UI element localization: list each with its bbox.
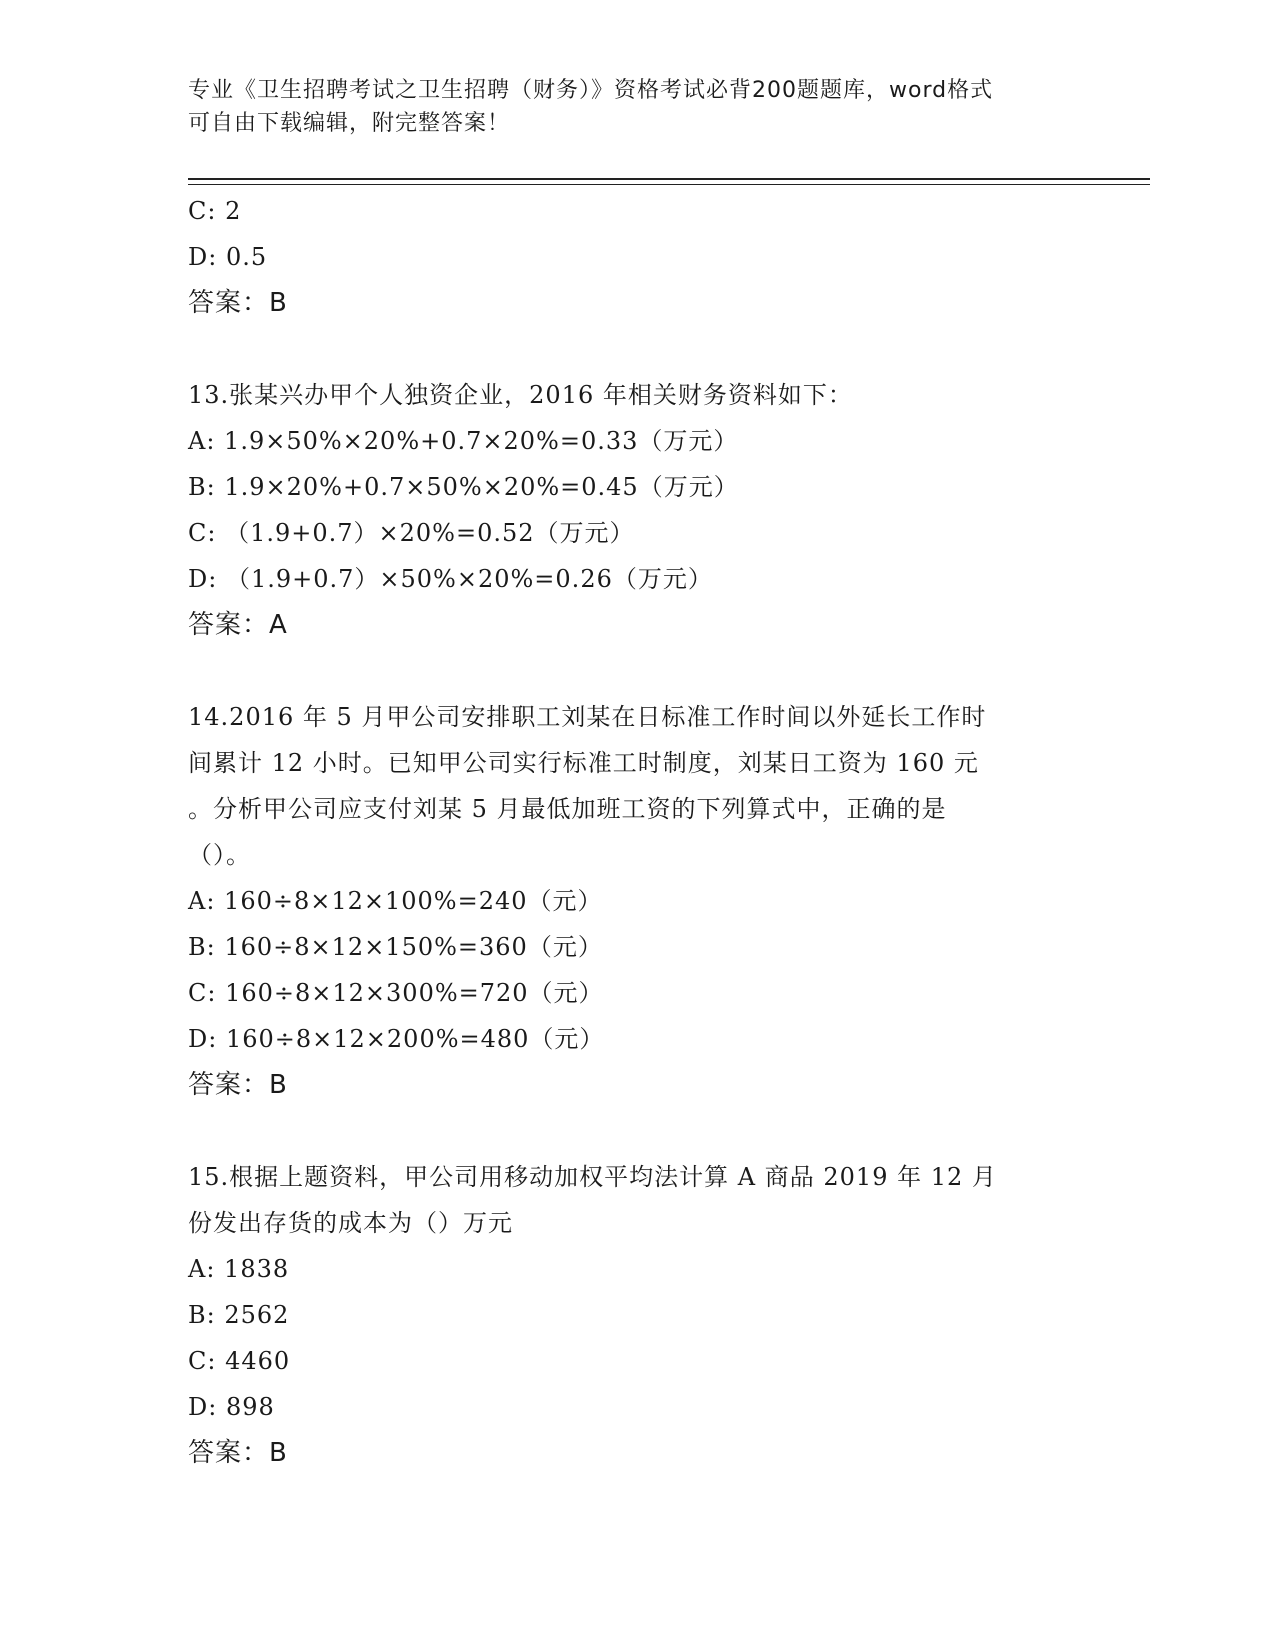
q14-answer: 答案：B	[188, 1070, 288, 1100]
q14-stem-line-1: 14.2016 年 5 月甲公司安排职工刘某在日标准工作时间以外延长工作时	[188, 703, 987, 731]
q15-option-a: A: 1838	[188, 1255, 290, 1283]
q13-option-b: B: 1.9×20%+0.7×50%×20%=0.45（万元）	[188, 473, 739, 501]
document-header	[188, 74, 1088, 140]
q14-option-c: C: 160÷8×12×300%=720（元）	[188, 979, 604, 1007]
q14-option-b: B: 160÷8×12×150%=360（元）	[188, 933, 603, 961]
prev-answer: 答案：B	[188, 288, 288, 318]
q15-stem-line-2: 份发出存货的成本为（）万元	[188, 1209, 513, 1237]
q14-option-d: D: 160÷8×12×200%=480（元）	[188, 1025, 605, 1053]
spacer	[188, 1108, 1128, 1154]
header-rule-thick	[188, 178, 1150, 180]
q14-stem-line-3: 。分析甲公司应支付刘某 5 月最低加班工资的下列算式中，正确的是	[188, 795, 947, 823]
q13-option-c: C: （1.9+0.7）×20%=0.52（万元）	[188, 519, 635, 547]
q14-stem-line-4: （）。	[188, 841, 251, 869]
spacer	[188, 648, 1128, 694]
header-line-2: 可自由下载编辑，附完整答案！	[188, 111, 511, 136]
q14-option-a: A: 160÷8×12×100%=240（元）	[188, 887, 603, 915]
q15-stem-line-1: 15.根据上题资料，甲公司用移动加权平均法计算 A 商品 2019 年 12 月	[188, 1163, 997, 1191]
q15-option-b: B: 2562	[188, 1301, 290, 1329]
header-line-1: 专业《卫生招聘考试之卫生招聘（财务）》资格考试必背200题题库，word格式	[188, 78, 994, 103]
q13-stem: 13.张某兴办甲个人独资企业，2016 年相关财务资料如下：	[188, 381, 853, 409]
q14-stem-line-2: 间累计 12 小时。已知甲公司实行标准工时制度，刘某日工资为 160 元	[188, 749, 979, 777]
header-rule-thin	[188, 184, 1150, 185]
q15-answer: 答案：B	[188, 1438, 288, 1468]
q13-option-d: D: （1.9+0.7）×50%×20%=0.26（万元）	[188, 565, 713, 593]
q15-option-d: D: 898	[188, 1393, 275, 1421]
q13-option-a: A: 1.9×50%×20%+0.7×20%=0.33（万元）	[188, 427, 739, 455]
q15-option-c: C: 4460	[188, 1347, 291, 1375]
spacer	[188, 326, 1128, 372]
document-body	[188, 188, 1128, 1476]
prev-option-d: D: 0.5	[188, 243, 268, 271]
q13-answer: 答案：A	[188, 610, 288, 640]
prev-option-c: C: 2	[188, 197, 242, 225]
